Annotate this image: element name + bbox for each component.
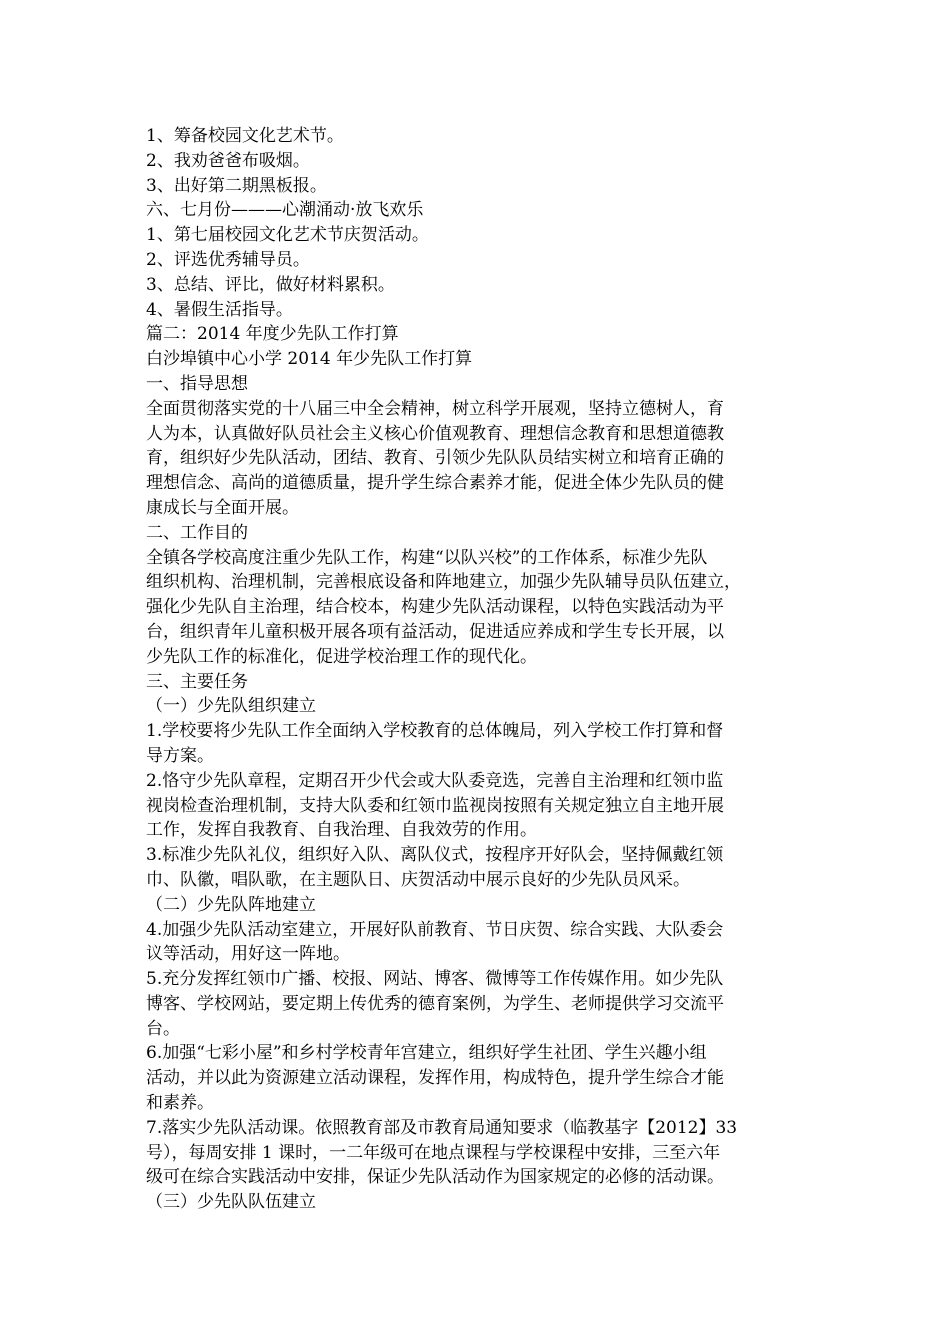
section-heading: 三、主要任务 (146, 671, 248, 692)
text-line: 3.标准少先队礼仪，组织好入队、离队仪式，按程序开好队会，坚持佩戴红领 (146, 845, 724, 866)
text-line: 级可在综合实践活动中安排，保证少先队活动作为国家规定的必修的活动课。 (146, 1167, 724, 1188)
text-line: 6.加强“七彩小屋”和乡村学校青年宫建立，组织好学生社团、学生兴趣小组 (146, 1043, 707, 1064)
text-line: 5.充分发挥红领巾广播、校报、网站、博客、微博等工作传媒作用。如少先队 (146, 969, 724, 990)
text-line: 1、筹备校园文化艺术节。 (146, 126, 344, 146)
text-line: 巾、队徽，唱队歌，在主题队日、庆贺活动中展示良好的少先队员风采。 (146, 869, 690, 890)
text-line: 少先队工作的标准化，促进学校治理工作的现代化。 (146, 646, 537, 667)
section-heading: 二、工作目的 (146, 522, 248, 543)
text-line: 台。 (146, 1018, 180, 1039)
subsection-heading: （二）少先队阵地建立 (146, 894, 316, 915)
text-line: 号），每周安排 1 课时，一二年级可在地点课程与学校课程中安排，三至六年 (146, 1142, 721, 1163)
text-line: 3、出好第二期黑板报。 (146, 175, 327, 196)
subsection-heading: （三）少先队队伍建立 (146, 1192, 316, 1213)
text-line: 4、暑假生活指导。 (146, 299, 293, 320)
text-line: 导方案。 (146, 745, 214, 766)
text-line: 2、评选优秀辅导员。 (146, 249, 310, 270)
text-line: 育，组织好少先队活动，团结、教育、引领少先队队员结实树立和培育正确的 (146, 448, 724, 469)
text-line: 全镇各学校高度注重少先队工作，构建“以队兴校”的工作体系，标准少先队 (146, 547, 708, 568)
text-line: 视岗检查治理机制，支持大队委和红领巾监视岗按照有关规定独立自主地开展 (146, 795, 724, 816)
text-line: 人为本，认真做好队员社会主义核心价值观教育、理想信念教育和思想道德教 (146, 423, 724, 444)
section-heading: 六、七月份———心潮涌动·放飞欢乐 (146, 200, 424, 221)
text-line: 工作，发挥自我教育、自我治理、自我效劳的作用。 (146, 820, 537, 841)
text-line: 1、第七届校园文化艺术节庆贺活动。 (146, 225, 429, 246)
document-body (146, 124, 811, 1215)
text-line: 议等活动，用好这一阵地。 (146, 944, 350, 965)
text-line: 全面贯彻落实党的十八届三中全会精神，树立科学开展观，坚持立德树人，育 (146, 398, 724, 419)
text-line: 台，组织青年儿童积极开展各项有益活动，促进适应养成和学生专长开展，以 (146, 621, 724, 642)
text-line: 组织机构、治理机制，完善根底设备和阵地建立，加强少先队辅导员队伍建立， (146, 572, 741, 593)
text-line: 强化少先队自主治理，结合校本，构建少先队活动课程，以特色实践活动为平 (146, 597, 724, 618)
section-heading: 一、指导思想 (146, 373, 248, 394)
subsection-heading: （一）少先队组织建立 (146, 696, 316, 717)
text-line: 2.恪守少先队章程，定期召开少代会或大队委竞选，完善自主治理和红领巾监 (146, 770, 724, 791)
text-line: 和素养。 (146, 1093, 214, 1114)
chapter-title: 篇二：2014 年度少先队工作打算 (146, 324, 399, 345)
document-title: 白沙埠镇中心小学 2014 年少先队工作打算 (146, 349, 473, 370)
text-line: 4.加强少先队活动室建立，开展好队前教育、节日庆贺、综合实践、大队委会 (146, 919, 724, 940)
text-line: 活动，并以此为资源建立活动课程，发挥作用，构成特色，提升学生综合才能 (146, 1068, 724, 1089)
text-line: 康成长与全面开展。 (146, 497, 299, 518)
text-line: 理想信念、高尚的道德质量，提升学生综合素养才能，促进全体少先队员的健 (146, 473, 724, 494)
text-line: 博客、学校网站，要定期上传优秀的德育案例，为学生、老师提供学习交流平 (146, 993, 724, 1014)
text-line: 1.学校要将少先队工作全面纳入学校教育的总体魄局，列入学校工作打算和督 (146, 721, 724, 742)
text-line: 2、我劝爸爸布吸烟。 (146, 150, 310, 171)
text-line: 7.落实少先队活动课。依照教育部及市教育局通知要求（临教基字【2012】33 (146, 1117, 738, 1138)
text-line: 3、总结、评比，做好材料累积。 (146, 274, 395, 295)
